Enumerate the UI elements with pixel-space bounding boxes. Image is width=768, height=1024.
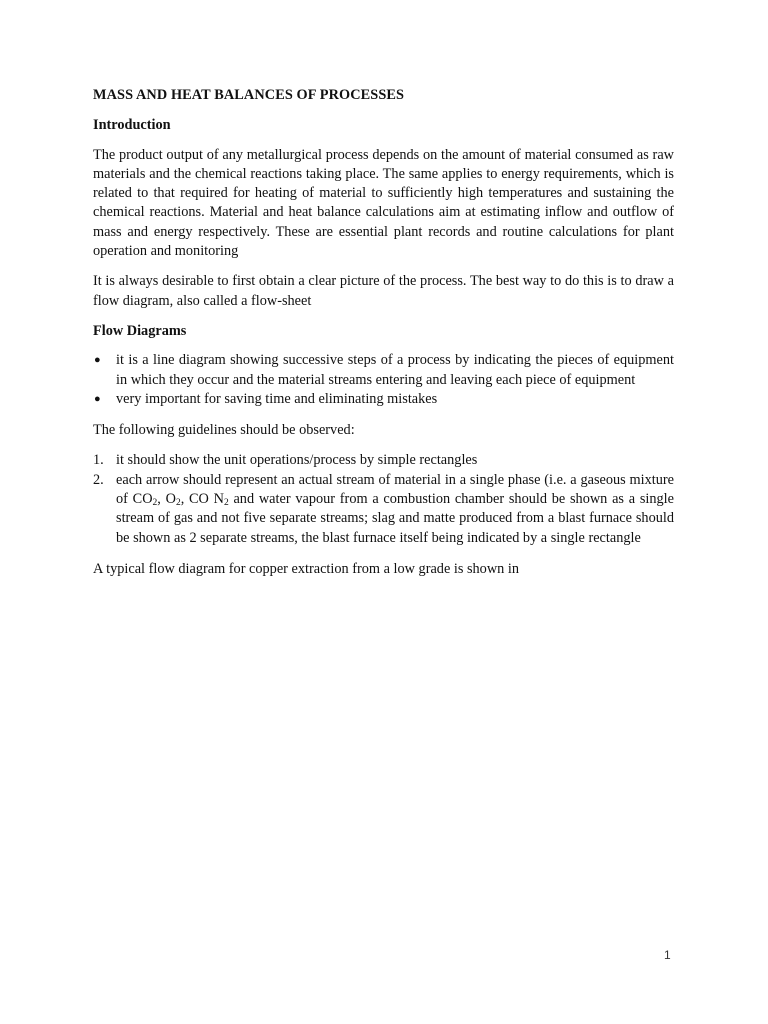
bullet-text: it is a line diagram showing successive steps of a process by indicating the pieces of equipment in which they occur and the material streams entering and leaving each piece of equipment — [116, 352, 674, 388]
introduction-paragraph-2: It is always desirable to first obtain a clear picture of the process. The best way to do this is to draw a flow diagram, also called a flow-sheet — [93, 273, 674, 309]
closing-paragraph: A typical flow diagram for copper extraction from a low grade is shown in — [93, 560, 520, 577]
introduction-heading: Introduction — [93, 117, 171, 134]
list-item — [93, 471, 674, 548]
list-item — [93, 390, 674, 409]
page-number: 1 — [664, 948, 671, 962]
guidelines-numbered-list — [93, 451, 674, 547]
document-body — [93, 86, 674, 590]
flow-diagram-bullet-list — [93, 351, 674, 409]
guideline-text: it should show the unit operations/process by simple rectangles — [116, 452, 478, 469]
subscript: 2 — [152, 498, 158, 509]
guideline-text-part: each arrow should represent an actual stream of material in a single phase (i.e. a gaseous mixture of CO — [116, 471, 674, 508]
subscript: 2 — [223, 498, 229, 509]
guideline-text-part: , O — [157, 491, 176, 508]
list-number: 2. — [93, 471, 104, 488]
bullet-icon: ● — [94, 354, 101, 367]
flow-diagrams-heading: Flow Diagrams — [93, 322, 187, 339]
list-item — [93, 351, 674, 390]
introduction-paragraph-1: The product output of any metallurgical process depends on the amount of material consumed as raw materials and the chemical reactions taking place. The same applies to energy requirements, which is related to that required for heating of material to sufficiently high temperatures and sustaining the chemical reactions. Material and heat balance calculations aim at estimating inflow and outflow of mass and energy respectively. These are essential plant records and routine calculations for plant operation and monitoring — [93, 146, 674, 260]
list-number: 1. — [93, 452, 104, 469]
subscript: 2 — [175, 498, 181, 509]
bullet-text: very important for saving time and eliminating mistakes — [116, 390, 438, 407]
list-item — [93, 451, 674, 470]
guidelines-intro: The following guidelines should be observed: — [93, 422, 355, 439]
bullet-icon: ● — [94, 392, 101, 405]
guideline-text-part: and water vapour from a combustion chamber should be shown as a single stream of gas and not five separate streams; slag and matte produced from a blast furnace should be shown as 2 separate streams, the blast furnace itself being indicated by a single rectangle — [116, 491, 674, 546]
guideline-text-part: , CO N — [180, 491, 224, 508]
document-title: MASS AND HEAT BALANCES OF PROCESSES — [93, 87, 405, 103]
